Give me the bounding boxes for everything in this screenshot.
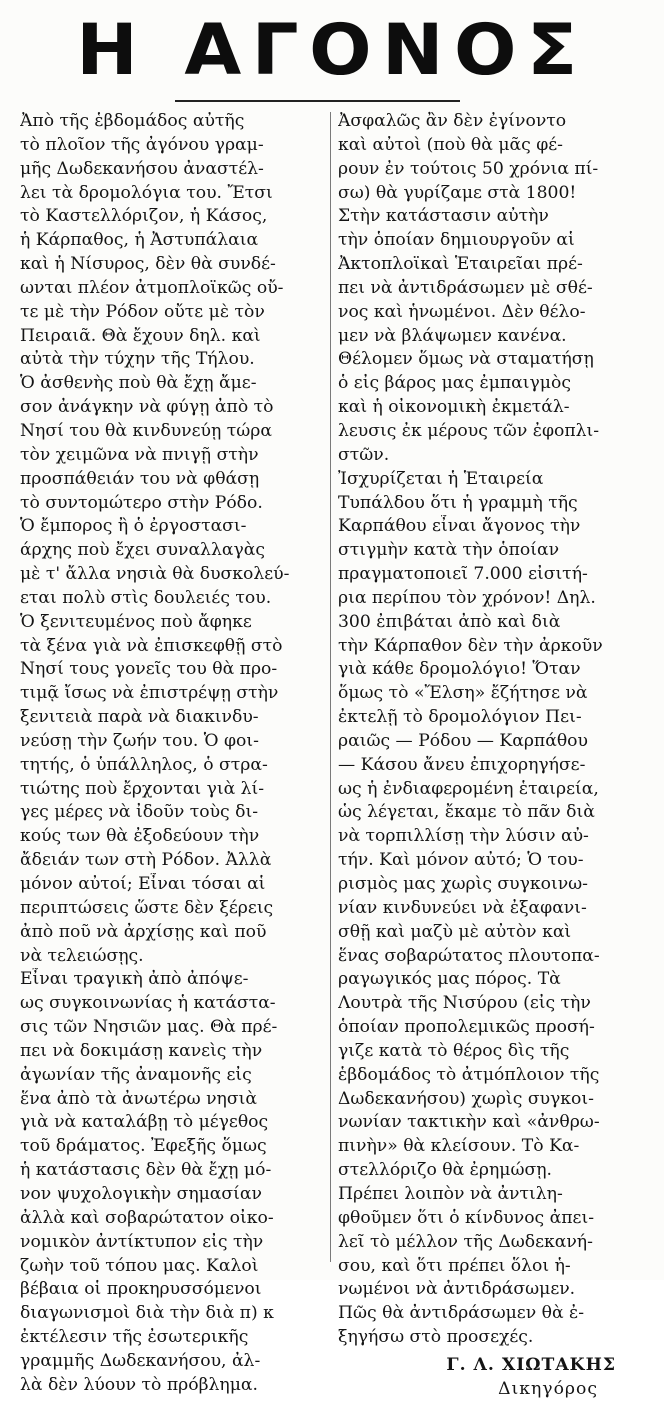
text-line: Ἀπὸ τῆς ἑβδομάδος αὐτῆς	[20, 111, 245, 131]
article-headline: Η ΑΓΟΝΟΣ	[76, 9, 588, 91]
text-line: Καρπάθου εἶναι ἄγονος τὴν	[338, 516, 581, 537]
text-line: στιγμὴν κατὰ τὴν ὁποίαν	[338, 540, 560, 561]
text-line: γιὰ κάθε δρομολόγιο! Ὅταν	[338, 659, 581, 680]
text-line: καὶ ἡ οἰκονομικὴ ἐκμετάλ-	[338, 397, 570, 418]
text-line: Θέλομεν ὅμως νὰ σταματήσῃ	[338, 349, 594, 370]
text-line: ὁ εἰς βάρος μας ἐμπαιγμὸς	[338, 373, 571, 394]
text-line: νίαν κινδυνεύει νὰ ἐξαφανι-	[338, 897, 587, 918]
text-line: ἡ κατάστασις δὲν θὰ ἔχῃ μό-	[20, 1160, 272, 1181]
text-line: Ὁ ἔμπορος ἢ ὁ ἐργοστασι-	[20, 516, 247, 537]
text-line: λὰ δὲν λύουν τὸ πρόβλημα.	[20, 1374, 258, 1395]
text-line: σθῇ καὶ μαζὺ μὲ αὐτὸν καὶ	[338, 921, 572, 942]
text-line: γες μέρες νὰ ἰδοῦν τοὺς δι-	[20, 802, 259, 823]
text-line: τὴν Κάρπαθον δὲν τὴν ἀρκοῦν	[338, 635, 603, 656]
text-line: εται πολὺ στὶς δουλειές του.	[20, 587, 272, 608]
text-line: ραιῶς — Ρόδου — Καρπάθου	[338, 730, 588, 751]
text-line: ρια περίπου τὸν χρόνον! Δηλ.	[338, 587, 596, 608]
text-line: νωνίαν τακτικὴν καὶ «ἀνθρω-	[338, 1112, 600, 1133]
text-line: τητής, ὁ ὑπάλληλος, ὁ στρα-	[20, 754, 268, 775]
text-line: ἐκτελῇ τὸ δρομολόγιον Πει-	[338, 707, 582, 728]
left-column	[20, 110, 340, 1398]
text-line: Εἶναι τραγικὴ ἀπὸ ἀπόψε-	[20, 969, 249, 990]
text-line: ἕνας σοβαρώτατος πλουτοπα-	[338, 945, 600, 966]
text-line: Ὁ ξενιτευμένος ποὺ ἄφηκε	[20, 611, 252, 632]
text-line: σου, καὶ ὅτι πρέπει ὅλοι ἡ-	[338, 1255, 571, 1276]
text-line: ως ἡ ἐνδιαφερομένη ἑταιρεία,	[338, 778, 599, 799]
text-line: ἕνα ἀπὸ τὰ ἀνωτέρω νησιὰ	[20, 1088, 257, 1109]
text-line: τοῦ δράματος. Ἐφεξῆς ὅμως	[20, 1136, 267, 1157]
author-title: Δικηγόρος	[498, 1378, 598, 1399]
text-line: τὸ συντομώτερο στὴν Ρόδο.	[20, 492, 263, 513]
text-line: Ἀκτοπλοϊκαὶ Ἑταιρεῖαι πρέ-	[338, 254, 583, 275]
text-line: τήν. Καὶ μόνον αὐτό; Ὁ του-	[338, 850, 584, 871]
headline-rule	[175, 100, 460, 102]
text-line: τὸ πλοῖον τῆς ἀγόνου γραμ-	[20, 134, 264, 155]
text-line: νωμένοι νὰ ἀντιδράσωμεν.	[338, 1279, 576, 1300]
text-line: μεν νὰ βλάψωμεν κανένα.	[338, 325, 567, 346]
text-line: ὡς λέγεται, ἔκαμε τὸ πᾶν διὰ	[338, 802, 595, 823]
text-line: τὴν ὁποίαν δημιουργοῦν αἱ	[338, 230, 575, 251]
text-line: ἀπὸ ποῦ νὰ ἀρχίσῃς καὶ ποῦ	[20, 921, 267, 942]
text-line: ξενιτειὰ παρὰ νὰ διακινδυ-	[20, 707, 259, 728]
text-line: τιώτης ποὺ ἔρχονται γιὰ λί-	[20, 778, 265, 799]
text-line: καὶ αὐτοὶ (ποὺ θὰ μᾶς φέ-	[338, 134, 563, 155]
text-line: ωνται πλέον ἀτμοπλοϊκῶς οὔ-	[20, 277, 284, 298]
text-line: σον ἀνάγκην νὰ φύγῃ ἀπὸ τὸ	[20, 397, 274, 418]
text-line: λεῖ τὸ μέλλον τῆς Δωδεκανή-	[338, 1231, 593, 1252]
text-line: τε μὲ τὴν Ρόδον οὔτε μὲ τὸν	[20, 301, 265, 322]
text-line: Δωδεκανήσου) χωρὶς συγκοι-	[338, 1088, 594, 1109]
text-line: ἀλλὰ καὶ σοβαρώτατον οἰκο-	[20, 1207, 274, 1228]
text-line: στελλόριζο θὰ ἐρημώσῃ.	[338, 1160, 552, 1181]
text-line: 300 ἐπιβάται ἀπὸ καὶ διὰ	[338, 611, 561, 632]
text-line: γιζε κατὰ τὸ θέρος δὶς τῆς	[338, 1040, 570, 1061]
text-line: Λουτρὰ τῆς Νισύρου (εἰς τὴν	[338, 993, 591, 1014]
text-line: πει νὰ δοκιμάσῃ κανεὶς τὴν	[20, 1040, 263, 1061]
text-line: ρουν ἐν τούτοις 50 χρόνια πί-	[338, 158, 599, 179]
text-line: λευσις ἐκ μέρους τῶν ἐφοπλι-	[338, 420, 600, 441]
text-line: γιὰ νὰ καταλάβῃ τὸ μέγεθος	[20, 1112, 269, 1133]
text-line: ὁποίαν προπολεμικῶς προσή-	[338, 1017, 595, 1038]
text-line: νεύσῃ τὴν ζωήν του. Ὁ φοι-	[20, 730, 259, 751]
text-line: σις τῶν Νησιῶν μας. Θὰ πρέ-	[20, 1017, 278, 1038]
text-line: τὸ Καστελλόριζον, ἡ Κάσος,	[20, 206, 268, 227]
text-line: Τυπάλδου ὅτι ἡ γραμμὴ τῆς	[338, 492, 578, 513]
text-line: ἑβδομάδος τὸ ἀτμόπλοιον τῆς	[338, 1064, 600, 1085]
text-line: ως συγκοινωνίας ἡ κατάστα-	[20, 993, 276, 1014]
text-line: γραμμῆς Δωδεκανήσου, ἀλ-	[20, 1350, 261, 1371]
text-line: ξηγήσω στὸ προσεχές.	[338, 1327, 534, 1348]
text-line: κούς των θὰ ἐξοδεύουν τὴν	[20, 826, 260, 847]
text-line: αὐτὰ τὴν τύχην τῆς Τήλου.	[20, 349, 255, 370]
text-line: μὲ τ' ἄλλα νησιὰ θὰ δυσκολεύ-	[20, 564, 290, 585]
text-line: Ἀσφαλῶς ἂν δὲν ἐγίνοντο	[338, 111, 567, 131]
author-signature: Γ. Λ. ΧΙΩΤΑΚΗΣ	[446, 1354, 616, 1375]
text-line: μόνον αὐτοί; Εἶναι τόσαι αἱ	[20, 874, 266, 894]
text-line: πει νὰ ἀντιδράσωμεν μὲ σθέ-	[338, 277, 593, 298]
column-separator	[330, 112, 331, 1262]
text-line: άρχης ποὺ ἔχει συναλλαγὰς	[20, 540, 265, 561]
text-line: Πῶς θὰ ἀντιδράσωμεν θὰ ἐ-	[338, 1303, 585, 1324]
text-line: ἐκτέλεσιν τῆς ἐσωτερικῆς	[20, 1327, 249, 1348]
text-line: ρισμὸς μας χωρὶς συγκοινω-	[338, 874, 588, 894]
text-line: προσπάθειάν του νὰ φθάσῃ	[20, 468, 260, 489]
text-line: λει τὰ δρομολόγια του. Ἔτσι	[20, 182, 273, 203]
text-line: φθοῦμεν ὅτι ὁ κίνδυνος ἀπει-	[338, 1207, 594, 1228]
text-line: τὸν χειμῶνα νὰ πνιγῇ στὴν	[20, 444, 259, 465]
text-line: πινὴν» θὰ κλείσουν. Τὸ Κα-	[338, 1136, 580, 1157]
text-line: Πρέπει λοιπὸν νὰ ἀντιλη-	[338, 1183, 563, 1204]
text-line: στῶν.	[338, 444, 390, 465]
text-line: ἡ Κάρπαθος, ἡ Ἀστυπάλαια	[20, 230, 259, 251]
text-line: πραγματοποιεῖ 7.000 εἰσιτή-	[338, 564, 588, 585]
text-line: ἀγωνίαν τῆς ἀναμονῆς εἰς	[20, 1064, 252, 1085]
text-line: διαγωνισμοὶ διὰ τὴν διὰ π) κ	[20, 1303, 274, 1324]
text-line: τιμᾷ ἴσως νὰ ἐπιστρέψῃ στὴν	[20, 683, 279, 704]
text-line: Ὁ ἀσθενὴς ποὺ θὰ ἔχῃ ἄμε-	[20, 373, 257, 394]
text-line: νομικὸν ἀντίκτυπον εἰς τὴν	[20, 1231, 264, 1252]
text-line: ἄδειάν των στὴ Ρόδον. Ἀλλὰ	[20, 850, 272, 871]
text-line: μῆς Δωδεκανήσου ἀναστέλ-	[20, 158, 264, 179]
text-line: νος καὶ ἡνωμένοι. Δὲν θέλο-	[338, 301, 586, 322]
text-line: ὅμως τὸ «Ἔλση» ἔζήτησε νὰ	[338, 683, 588, 704]
text-line: ραγωγικός μας πόρος. Τὰ	[338, 969, 561, 990]
text-line: βέβαια οἱ προκηρυσσόμενοι	[20, 1279, 262, 1300]
text-line: Στὴν κατάστασιν αὐτὴν	[338, 206, 549, 227]
text-line: περιπτώσεις ὥστε δὲν ξέρεις	[20, 897, 274, 918]
right-column	[338, 110, 656, 1402]
text-line: νον ψυχολογικὴν σημασίαν	[20, 1183, 262, 1204]
text-line: σω) θὰ γυρίζαμε στὰ 1800!	[338, 182, 577, 203]
text-line: Νησί του θὰ κινδυνεύῃ τώρα	[20, 420, 272, 441]
text-line: ζωὴν τοῦ τόπου μας. Καλοὶ	[20, 1255, 259, 1276]
text-line: τὰ ξένα γιὰ νὰ ἐπισκεφθῇ στὸ	[20, 635, 283, 656]
text-line: — Κάσου ἄνευ ἐπιχορηγήσε-	[338, 754, 586, 775]
text-line: Νησί τους γονεῖς του θὰ προ-	[20, 659, 278, 680]
text-line: Ἰσχυρίζεται ἡ Ἑταιρεία	[338, 468, 544, 489]
text-line: Πειραιᾶ. Θὰ ἔχουν δηλ. καὶ	[20, 325, 261, 346]
text-line: καὶ ἡ Νίσυρος, δὲν θὰ συνδέ-	[20, 254, 276, 275]
text-line: νὰ τορπιλλίσῃ τὴν λύσιν αὐ-	[338, 826, 589, 847]
text-line: νὰ τελειώσῃς.	[20, 945, 144, 966]
